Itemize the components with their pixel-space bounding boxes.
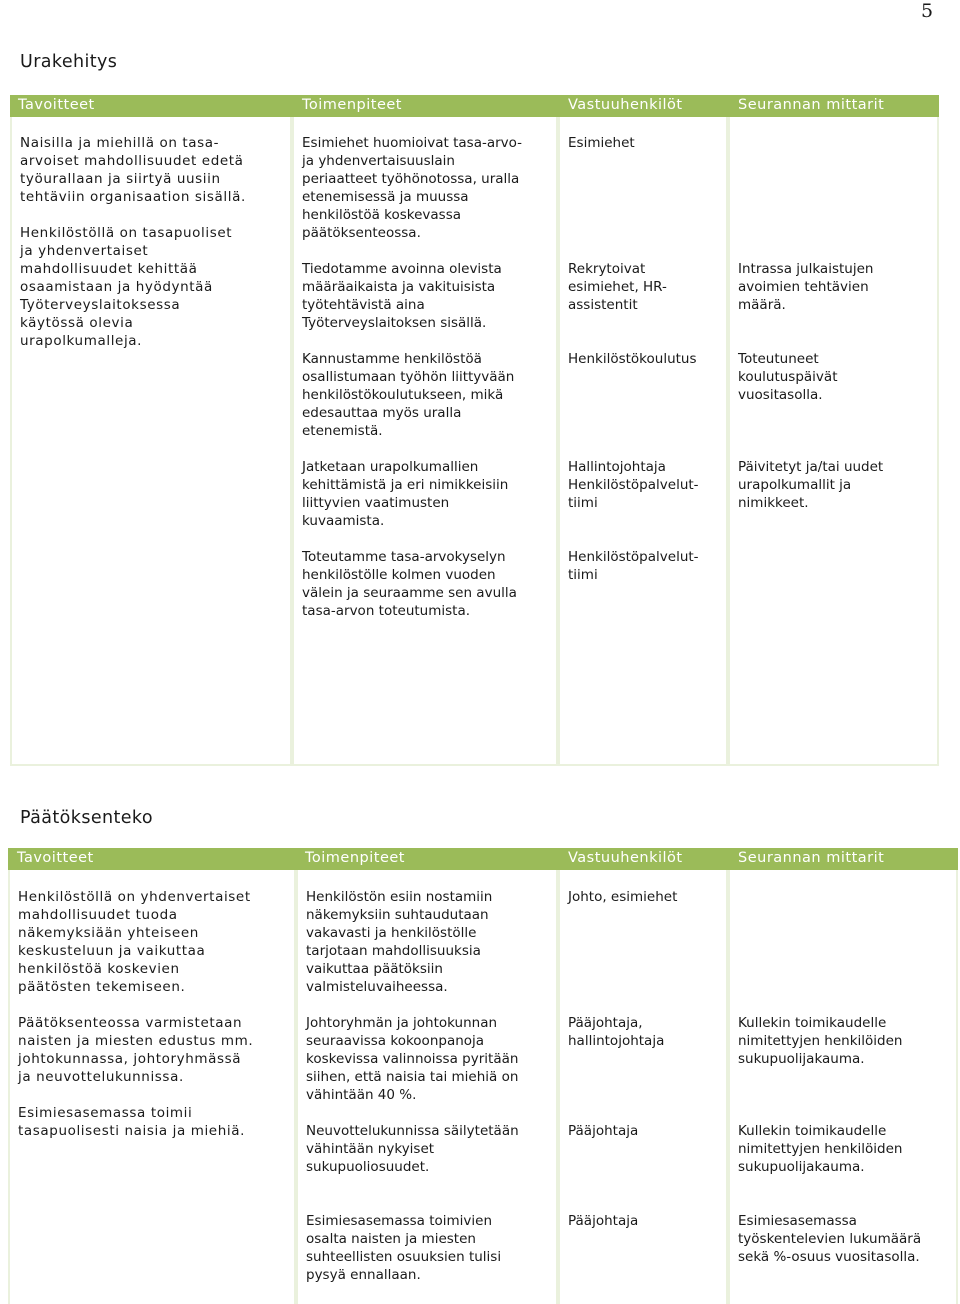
responsible-text: Hallintojohtaja Henkilöstöpalvelut- tiimi [568,459,699,511]
action-text: Tiedotamme avoinna olevista määräaikaista ja vakituisista työtehtävistä aina Työterveyslaitoksen sisällä. [302,261,502,331]
header-seurannan-mittarit: Seurannan mittarit [738,850,885,866]
column-tavoitteet [12,117,290,764]
action-text: Johtoryhmän ja johtokunnan seuraavissa kokoonpanoja koskevissa valinnoissa pyritään siihen, että naisia tai miehiä on vähintään 40 %. [306,1015,519,1103]
column-vastuuhenkilot [560,117,726,764]
column-vastuuhenkilot [560,870,726,1304]
metric-text: Intrassa julkaistujen avoimien tehtävien määrä. [738,261,874,313]
header-tavoitteet: Tavoitteet [18,97,95,113]
header-toimenpiteet: Toimenpiteet [305,850,405,866]
section-title-urakehitys: Urakehitys [20,52,118,72]
header-tavoitteet: Tavoitteet [17,850,94,866]
responsible-text: Henkilöstöpalvelut- tiimi [568,549,699,583]
action-text: Esimiesasemassa toimivien osalta naisten ja miesten suhteellisten osuuksien tulisi pysyä ennallaan. [306,1213,502,1283]
responsible-text: Esimiehet [568,135,635,151]
header-seurannan-mittarit: Seurannan mittarit [738,97,885,113]
goal-text: Naisilla ja miehillä on tasa- arvoiset mahdollisuudet edetä työurallaan ja siirtyä uusiin tehtäviin organisaation sisällä. [20,135,246,205]
responsible-text: Johto, esimiehet [568,889,678,905]
section-title-paatoksenteko: Päätöksenteko [20,808,153,828]
action-text: Henkilöstön esiin nostamiin näkemyksiin suhtaudutaan vakavasti ja henkilöstölle tarjotaan mahdollisuuksia vaikuttaa päätöksiin valmisteluvaiheessa. [306,889,493,995]
goal-text: Henkilöstöllä on yhdenvertaiset mahdollisuudet tuoda näkemyksiään yhteiseen keskusteluun ja vaikuttaa henkilöstöä koskevien päätösten tekemiseen. [18,889,251,995]
action-text: Jatketaan urapolkumallien kehittämistä ja eri nimikkeisiin liittyvien vaatimusten kuvaamista. [302,459,509,529]
action-text: Neuvottelukunnissa säilytetään vähintään nykyiset sukupuoliosuudet. [306,1123,519,1175]
metric-text: Kullekin toimikaudelle nimitettyjen henkilöiden sukupuolijakauma. [738,1123,903,1175]
action-text: Kannustamme henkilöstöä osallistumaan työhön liittyvään henkilöstökoulutukseen, mikä edesauttaa myös uralla etenemistä. [302,351,515,439]
goal-text: Henkilöstöllä on tasapuoliset ja yhdenvertaiset mahdollisuudet kehittää osaamistaan ja hyödyntää Työterveyslaitoksessa käytössä olevia urapolkumalleja. [20,225,233,349]
action-text: Toteutamme tasa-arvokyselyn henkilöstölle kolmen vuoden välein ja seuraamme sen avulla tasa-arvon toteutumista. [302,549,517,619]
goal-text: Esimiesasemassa toimii tasapuolisesti naisia ja miehiä. [18,1105,245,1139]
action-text: Esimiehet huomioivat tasa-arvo- ja yhdenvertaisuuslain periaatteet työhönotossa, uralla etenemisessä ja muussa henkilöstöä koskevassa päätöksenteossa. [302,135,523,241]
metric-text: Esimiesasemassa työskentelevien lukumäärä sekä %-osuus vuositasolla. [738,1213,922,1265]
table-header-urakehitys [10,95,939,117]
header-vastuuhenkilot: Vastuuhenkilöt [568,97,683,113]
responsible-text: Henkilöstökoulutus [568,351,697,367]
responsible-text: Pääjohtaja [568,1213,639,1229]
responsible-text: Pääjohtaja, hallintojohtaja [568,1015,665,1049]
header-toimenpiteet: Toimenpiteet [302,97,402,113]
metric-text: Päivitetyt ja/tai uudet urapolkumallit ja nimikkeet. [738,459,884,511]
header-vastuuhenkilot: Vastuuhenkilöt [568,850,683,866]
table-header-paatoksenteko [8,848,958,870]
responsible-text: Pääjohtaja [568,1123,639,1139]
responsible-text: Rekrytoivat esimiehet, HR- assistentit [568,261,667,313]
metric-text: Toteutuneet koulutuspäivät vuositasolla. [738,351,838,403]
metric-text: Kullekin toimikaudelle nimitettyjen henkilöiden sukupuolijakauma. [738,1015,903,1067]
page-number: 5 [921,0,934,22]
goal-text: Päätöksenteossa varmistetaan naisten ja miesten edustus mm. johtokunnassa, johtoryhmässä ja neuvottelukunnissa. [18,1015,254,1085]
column-seurannan-mittarit [730,117,937,764]
